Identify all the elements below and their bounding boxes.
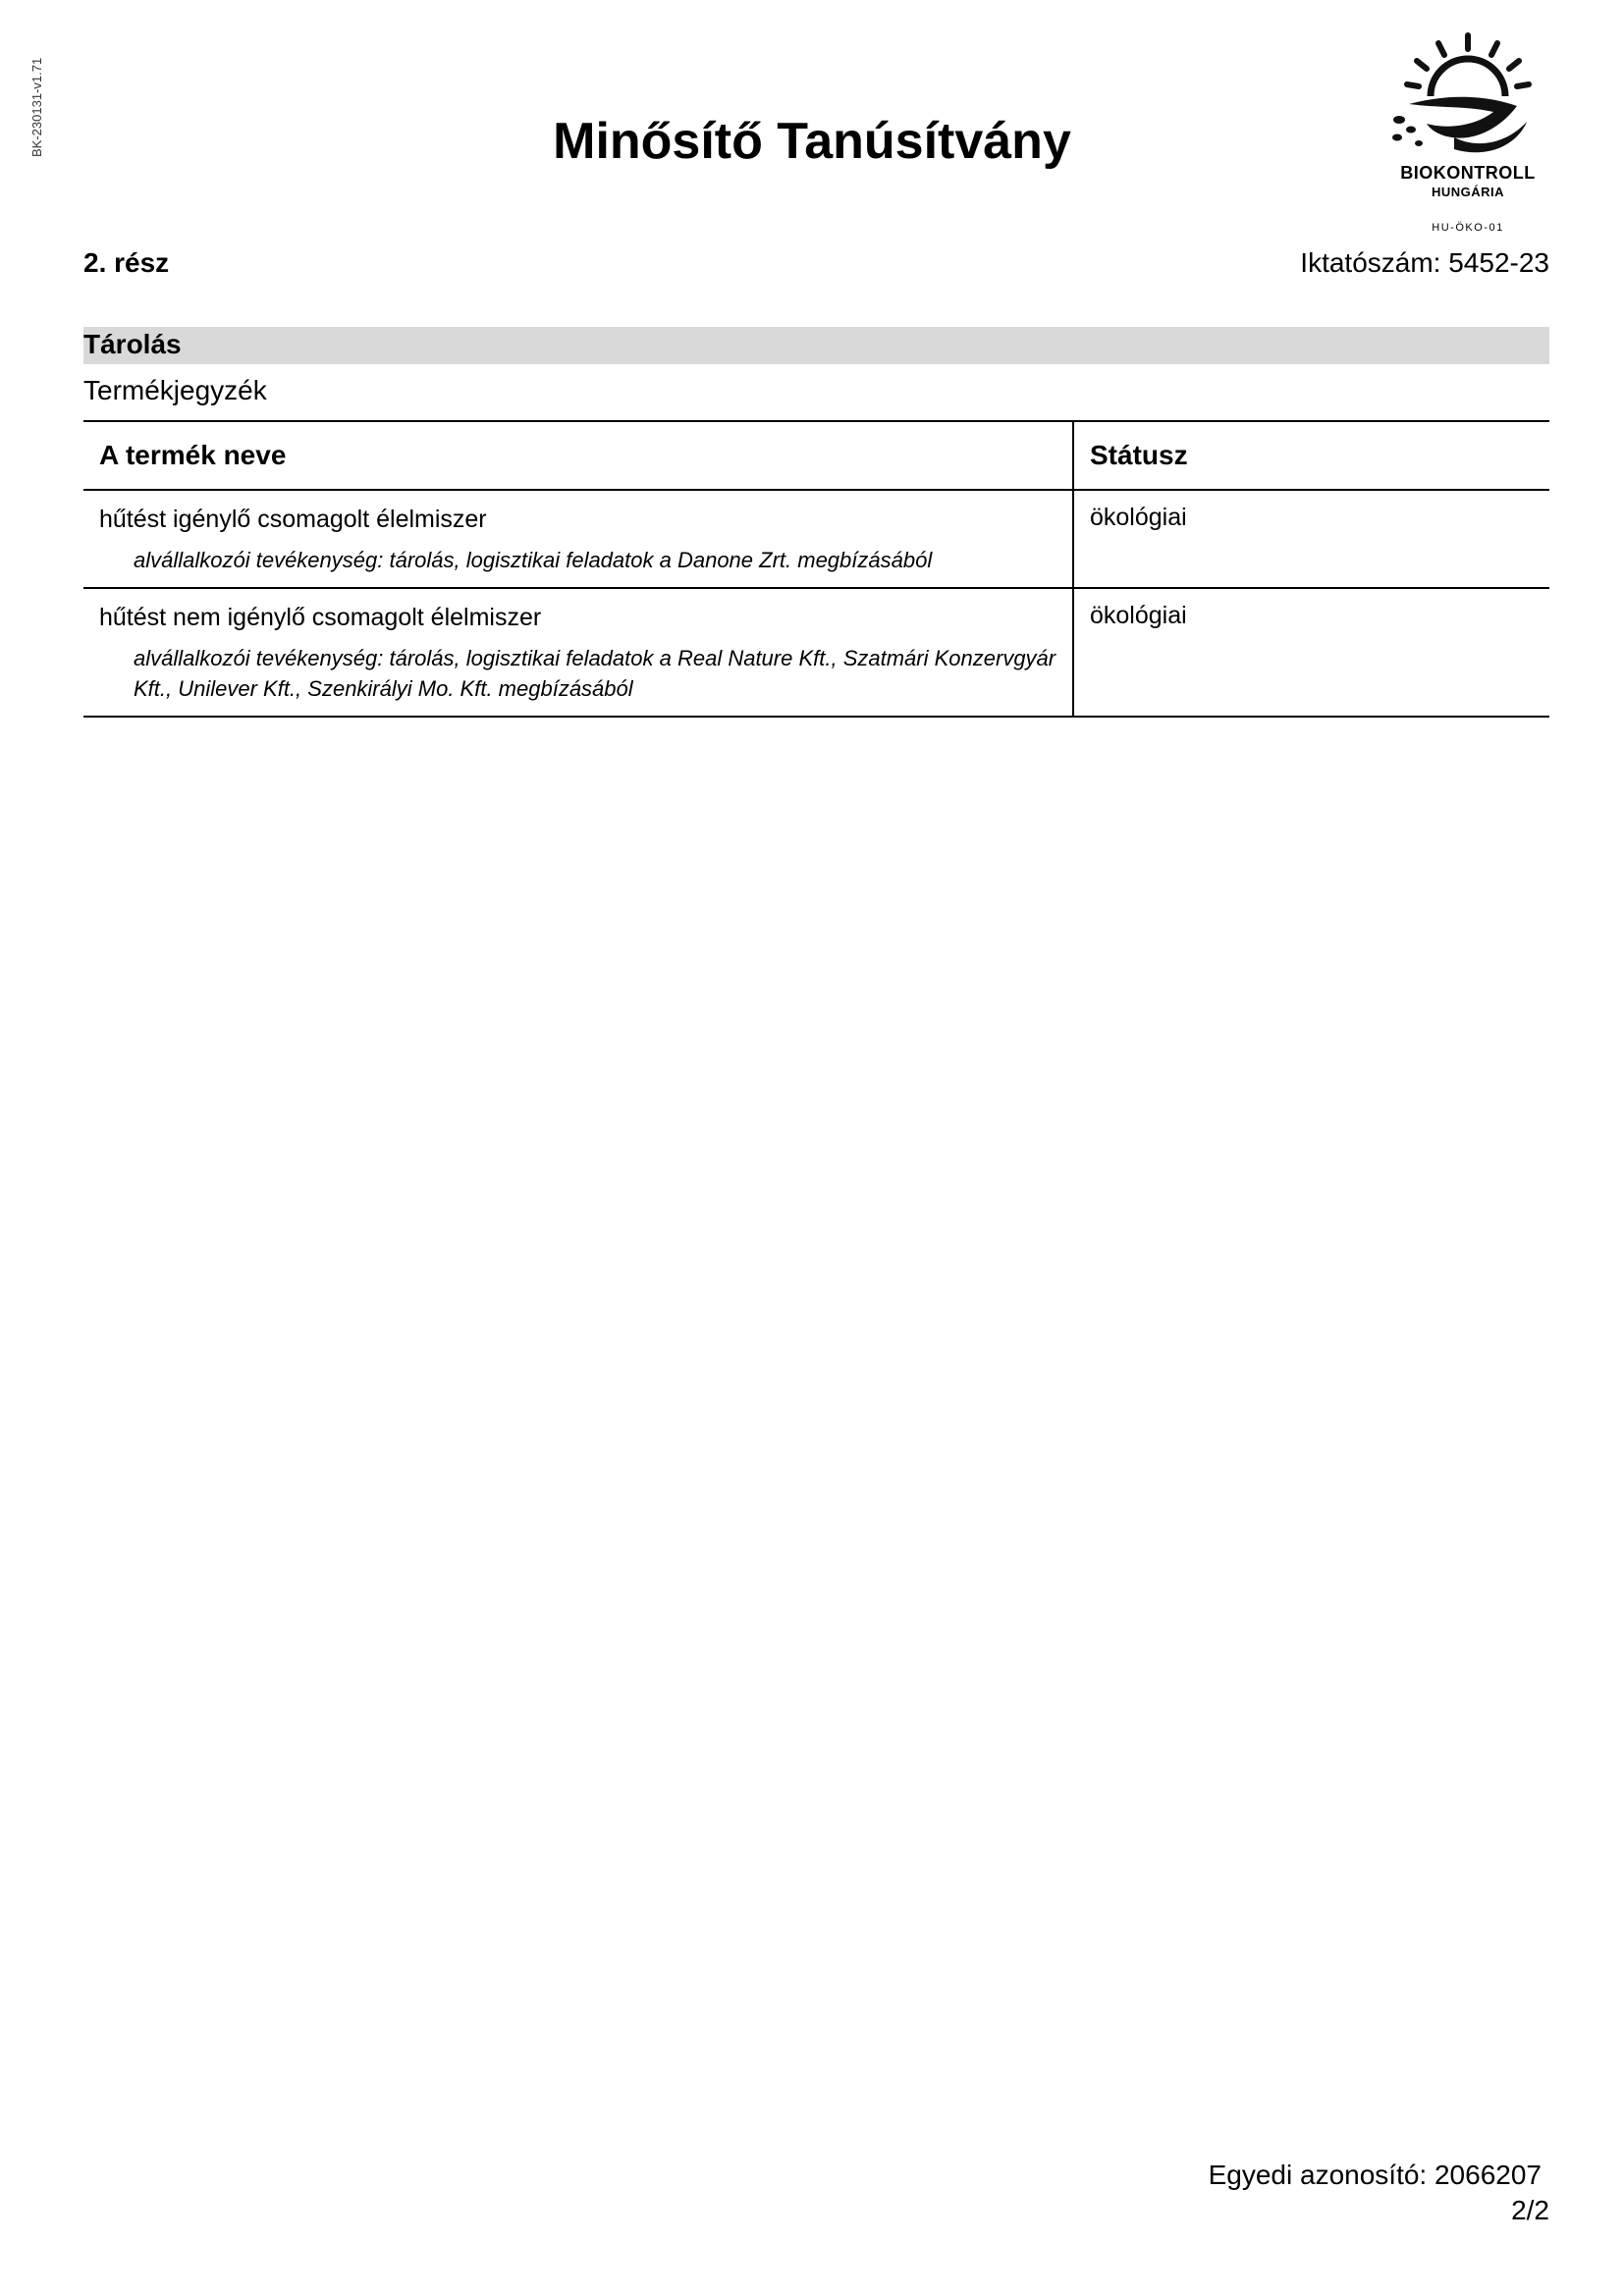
- product-note: alvállalkozói tevékenység: tárolás, logisztikai feladatok a Danone Zrt. megbízásából: [134, 548, 933, 572]
- column-header-product-name: A termék neve: [83, 421, 1073, 490]
- biokontroll-logo: [1370, 27, 1566, 239]
- product-table: [83, 420, 1549, 718]
- part-label: 2. rész: [83, 247, 170, 278]
- table-row: [83, 588, 1549, 717]
- product-status: ökológiai: [1073, 490, 1549, 588]
- product-cell: [83, 490, 1073, 588]
- logo-sub-text: HUNGÁRIA: [1431, 185, 1505, 199]
- product-status: ökológiai: [1073, 588, 1549, 717]
- section-title: Tárolás: [83, 329, 182, 359]
- table-header-row: [83, 421, 1549, 490]
- section-header: [83, 327, 1549, 364]
- logo-brand-text: BIOKONTROLL: [1400, 163, 1536, 183]
- product-name: hűtést igénylő csomagolt élelmiszer: [99, 506, 487, 533]
- page-number: 2/2: [1511, 2195, 1549, 2225]
- document-version-code-text: BK-230131-v1.71: [29, 57, 44, 157]
- registration-number: Iktatószám: 5452-23: [1300, 247, 1549, 278]
- sun-leaf-logo-icon: [1370, 27, 1566, 165]
- logo-code-text: HU-ÖKO-01: [1432, 222, 1504, 234]
- section-subtitle: Termékjegyzék: [83, 375, 267, 405]
- document-title: Minősítő Tanúsítvány: [553, 113, 1071, 170]
- unique-identifier: Egyedi azonosító: 2066207: [1208, 2160, 1542, 2190]
- table-row: [83, 490, 1549, 588]
- product-name: hűtést nem igénylő csomagolt élelmiszer: [99, 604, 542, 631]
- product-note: alvállalkozói tevékenység: tárolás, logisztikai feladatok a Real Nature Kft., Szatmári Konzervgyár Kft., Unilever Kft., Szenkirályi Mo. Kft. megbízásából: [134, 646, 1056, 701]
- column-header-status: Státusz: [1073, 421, 1549, 490]
- product-cell: [83, 588, 1073, 717]
